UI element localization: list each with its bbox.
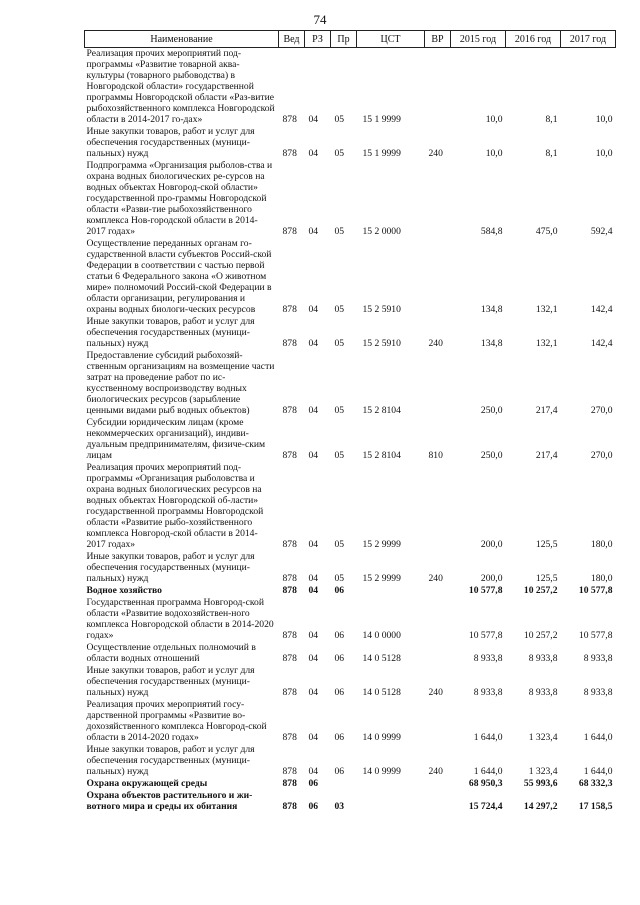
cell-2016: 8 933,8	[528, 653, 558, 664]
cell-pr	[331, 778, 357, 790]
cell-2017: 17 158,5	[578, 801, 613, 812]
cell-2016: 10 257,2	[523, 585, 558, 596]
cell-cst: 14 0 9999	[362, 732, 401, 743]
cell-ved: 878	[282, 338, 297, 349]
table-row	[85, 665, 616, 699]
table-row	[85, 778, 616, 790]
cell-pr: 05	[334, 539, 345, 550]
cell-2017: 180,0	[590, 539, 613, 550]
cell-name: Реализация прочих мероприятий госу-дарственной программы «Развитие во-дохозяйственного комплекса Новгород-ской области в 2014-2020 годах»	[86, 699, 267, 743]
cell-2016: 8 933,8	[528, 687, 558, 698]
cell-rz: 04	[308, 539, 319, 550]
table-row	[85, 597, 616, 642]
cell-ved: 878	[282, 630, 297, 641]
cell-name: Реализация прочих мероприятий под-программы «Развитие товарной аква-культуры (товарного рыбоводства) в Новгородской области» государственной программы Новгородской области «Раз-витие рыбохозяйственного комплекса Новгородской области в 2014-2017 го-дах»	[86, 48, 275, 125]
cell-pr: 06	[334, 585, 345, 596]
cell-ved: 878	[282, 148, 297, 159]
cell-2016: 1 323,4	[528, 766, 558, 777]
cell-2016: 217,4	[535, 405, 558, 416]
cell-cst	[357, 585, 425, 597]
cell-2016: 132,1	[535, 304, 558, 315]
cell-vr	[425, 642, 451, 665]
cell-vr	[425, 462, 451, 551]
budget-table	[84, 30, 616, 813]
cell-rz: 04	[308, 304, 319, 315]
table-row	[85, 316, 616, 350]
cell-2016: 132,1	[535, 338, 558, 349]
cell-name: Охрана окружающей среды	[86, 778, 208, 789]
cell-pr: 05	[334, 338, 345, 349]
cell-cst: 15 2 8104	[362, 450, 401, 461]
cell-ved: 878	[282, 585, 297, 596]
cell-ved: 878	[282, 405, 297, 416]
cell-ved: 878	[282, 801, 297, 812]
cell-rz: 04	[308, 148, 319, 159]
cell-ved: 878	[282, 450, 297, 461]
cell-2015: 68 950,3	[468, 778, 503, 789]
cell-ved: 878	[282, 304, 297, 315]
cell-name: Осуществление переданных органам го-сударственной власти субъектов Россий-ской Федерации в соответствии с частью первой статьи 6 Федерального закона «О животном мире» полномочий Россий-ской Федерации в области организации, регулирования и охраны водных биологи-ческих ресурсов	[86, 238, 272, 315]
cell-name: Подпрограмма «Организация рыболов-ства и охрана водных биологических ре-сурсов на водных объектах Новгород-ской области» государственной про-граммы Новгородской области «Разви-тие рыбохозяйственного комплекса Нов-городской области в 2014-2017 годах»	[86, 160, 273, 237]
cell-2015: 15 724,4	[468, 801, 503, 812]
cell-vr	[425, 585, 451, 597]
table-header	[85, 31, 616, 48]
cell-2016: 14 297,2	[523, 801, 558, 812]
page-number: 74	[313, 12, 327, 27]
cell-2015: 10 577,8	[468, 630, 503, 641]
cell-2015: 250,0	[480, 450, 503, 461]
cell-pr: 05	[334, 114, 345, 125]
cell-vr: 240	[428, 148, 443, 159]
cell-2017: 270,0	[590, 450, 613, 461]
cell-cst: 14 0 0000	[362, 630, 401, 641]
table-body	[85, 48, 616, 814]
cell-rz: 04	[308, 450, 319, 461]
cell-cst: 14 0 9999	[362, 766, 401, 777]
cell-ved: 878	[282, 766, 297, 777]
cell-rz: 04	[308, 766, 319, 777]
table-row	[85, 642, 616, 665]
cell-2015: 134,8	[480, 338, 503, 349]
cell-vr: 240	[428, 338, 443, 349]
cell-name: Реализация прочих мероприятий под-программы «Организация рыболовства и охрана водных биологических ресурсов на водных объектах Новгородской об-ласти» государственной программы Новгородской области «Развитие рыбо-хозяйственного комплекса Новгород-ской области в 2014-2017 годах»	[86, 462, 264, 550]
cell-ved: 878	[282, 114, 297, 125]
cell-name: Предоставление субсидий рыбохозяй-ственным организациям на возмещение части затрат на проведение работ по ис-кусственному воспроизводству водных биологических ресурсов (зарыбление ценными видами рыб водных объектов)	[86, 350, 275, 416]
cell-2017: 10 577,8	[578, 585, 613, 596]
table-row	[85, 790, 616, 813]
cell-cst: 15 2 9999	[362, 573, 401, 584]
header-vr: ВР	[425, 31, 451, 48]
cell-ved: 878	[282, 778, 297, 789]
header-ved: Вед	[279, 31, 305, 48]
cell-name: Государственная программа Новгород-ской области «Развитие водохозяйствен-ного комплекса Новгородской области в 2014-2020 годах»	[86, 597, 274, 641]
cell-ved: 878	[282, 687, 297, 698]
table-row	[85, 160, 616, 238]
cell-vr	[425, 597, 451, 642]
cell-2015: 10,0	[485, 114, 503, 125]
header-pr: Пр	[331, 31, 357, 48]
cell-rz: 04	[308, 732, 319, 743]
cell-pr: 05	[334, 148, 345, 159]
cell-cst: 15 1 9999	[362, 148, 401, 159]
table-row	[85, 462, 616, 551]
cell-vr	[425, 778, 451, 790]
cell-2015: 10 577,8	[468, 585, 503, 596]
cell-cst	[357, 778, 425, 790]
cell-vr: 240	[428, 766, 443, 777]
cell-cst: 14 0 5128	[362, 687, 401, 698]
cell-2015: 8 933,8	[473, 687, 503, 698]
cell-ved: 878	[282, 573, 297, 584]
cell-2016: 1 323,4	[528, 732, 558, 743]
cell-name: Иные закупки товаров, работ и услуг для обеспечения государственных (муници-пальных) нужд	[86, 126, 255, 159]
cell-2016: 125,5	[535, 539, 558, 550]
table-row	[85, 744, 616, 778]
cell-ved: 878	[282, 653, 297, 664]
cell-vr: 810	[428, 450, 443, 461]
table-row	[85, 126, 616, 160]
header-name: Наименование	[85, 31, 279, 48]
cell-vr	[425, 350, 451, 417]
cell-rz: 04	[308, 338, 319, 349]
cell-vr: 240	[428, 573, 443, 584]
cell-2016: 217,4	[535, 450, 558, 461]
cell-rz: 04	[308, 114, 319, 125]
header-cst: ЦСТ	[357, 31, 425, 48]
table-row	[85, 350, 616, 417]
header-2017: 2017 год	[561, 31, 616, 48]
cell-2017: 10,0	[595, 114, 613, 125]
cell-pr: 05	[334, 405, 345, 416]
cell-name: Иные закупки товаров, работ и услуг для обеспечения государственных (муници-пальных) нужд	[86, 316, 255, 349]
table-row	[85, 699, 616, 744]
cell-cst: 15 2 5910	[362, 338, 401, 349]
cell-2017: 142,4	[590, 338, 613, 349]
cell-2016: 10 257,2	[523, 630, 558, 641]
cell-pr: 05	[334, 304, 345, 315]
cell-rz: 04	[308, 585, 319, 596]
cell-name: Водное хозяйство	[86, 585, 162, 596]
cell-pr: 06	[334, 630, 345, 641]
cell-cst: 15 2 8104	[362, 405, 401, 416]
cell-name: Субсидии юридическим лицам (кроме некоммерческих организаций), индиви-дуальным предпринимателям, физиче-ским лицам	[86, 417, 266, 461]
cell-name: Осуществление отдельных полномочий в области водных отношений	[86, 642, 256, 664]
cell-2016: 125,5	[535, 573, 558, 584]
table-row	[85, 238, 616, 316]
cell-cst: 15 2 0000	[362, 226, 401, 237]
cell-rz: 04	[308, 405, 319, 416]
cell-pr: 05	[334, 573, 345, 584]
cell-2017: 142,4	[590, 304, 613, 315]
cell-rz: 04	[308, 630, 319, 641]
cell-vr	[425, 790, 451, 813]
cell-name: Охрана объектов растительного и жи-вотного мира и среды их обитания	[86, 790, 253, 812]
header-rz: РЗ	[305, 31, 331, 48]
cell-2015: 134,8	[480, 304, 503, 315]
cell-2017: 270,0	[590, 405, 613, 416]
cell-pr: 03	[334, 801, 345, 812]
cell-2015: 584,8	[480, 226, 503, 237]
cell-rz: 06	[308, 778, 319, 789]
cell-rz: 06	[308, 801, 319, 812]
cell-2015: 200,0	[480, 573, 503, 584]
cell-cst: 14 0 5128	[362, 653, 401, 664]
cell-vr: 240	[428, 687, 443, 698]
cell-2015: 200,0	[480, 539, 503, 550]
cell-2016: 8,1	[545, 148, 558, 159]
cell-2016: 55 993,6	[523, 778, 558, 789]
cell-pr: 06	[334, 687, 345, 698]
cell-pr: 05	[334, 450, 345, 461]
cell-vr	[425, 699, 451, 744]
cell-cst: 15 1 9999	[362, 114, 401, 125]
cell-pr: 06	[334, 653, 345, 664]
cell-2017: 1 644,0	[583, 766, 613, 777]
cell-2017: 1 644,0	[583, 732, 613, 743]
table-row	[85, 48, 616, 127]
cell-cst: 15 2 9999	[362, 539, 401, 550]
cell-pr: 06	[334, 766, 345, 777]
cell-2017: 8 933,8	[583, 687, 613, 698]
cell-2017: 8 933,8	[583, 653, 613, 664]
cell-vr	[425, 48, 451, 127]
cell-pr: 05	[334, 226, 345, 237]
header-2015: 2015 год	[451, 31, 506, 48]
cell-2017: 180,0	[590, 573, 613, 584]
cell-name: Иные закупки товаров, работ и услуг для обеспечения государственных (муници-пальных) нужд	[86, 665, 255, 698]
header-2016: 2016 год	[506, 31, 561, 48]
cell-rz: 04	[308, 653, 319, 664]
cell-name: Иные закупки товаров, работ и услуг для обеспечения государственных (муници-пальных) нужд	[86, 744, 255, 777]
cell-2015: 1 644,0	[473, 732, 503, 743]
table-row	[85, 417, 616, 462]
table-row	[85, 551, 616, 585]
cell-2015: 8 933,8	[473, 653, 503, 664]
cell-vr	[425, 238, 451, 316]
cell-2015: 1 644,0	[473, 766, 503, 777]
cell-2017: 10,0	[595, 148, 613, 159]
table-row	[85, 585, 616, 597]
cell-2017: 10 577,8	[578, 630, 613, 641]
cell-rz: 04	[308, 573, 319, 584]
cell-ved: 878	[282, 732, 297, 743]
cell-cst	[357, 790, 425, 813]
cell-2017: 592,4	[590, 226, 613, 237]
cell-2015: 10,0	[485, 148, 503, 159]
cell-2016: 8,1	[545, 114, 558, 125]
cell-ved: 878	[282, 226, 297, 237]
cell-name: Иные закупки товаров, работ и услуг для обеспечения государственных (муници-пальных) нужд	[86, 551, 255, 584]
cell-vr	[425, 160, 451, 238]
cell-pr: 06	[334, 732, 345, 743]
cell-2015: 250,0	[480, 405, 503, 416]
cell-2017: 68 332,3	[578, 778, 613, 789]
cell-2016: 475,0	[535, 226, 558, 237]
cell-rz: 04	[308, 226, 319, 237]
cell-ved: 878	[282, 539, 297, 550]
cell-cst: 15 2 5910	[362, 304, 401, 315]
cell-rz: 04	[308, 687, 319, 698]
